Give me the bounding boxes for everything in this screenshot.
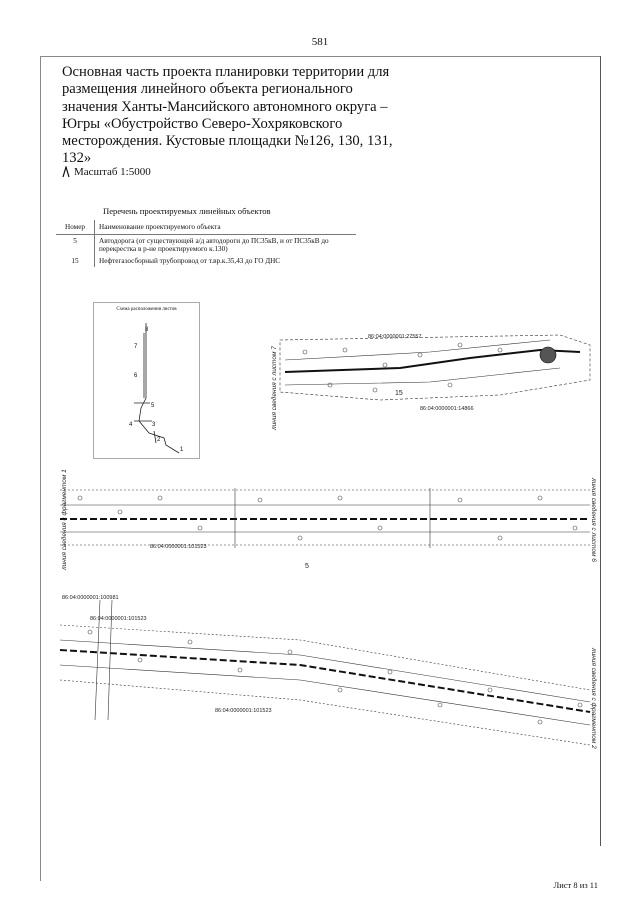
- cadastral-label: 86:04:0000001:101523: [90, 616, 147, 622]
- map-fragment-top: [280, 335, 590, 400]
- table-header-number: Номер: [56, 220, 95, 235]
- scale-label: Масштаб 1:5000: [74, 166, 151, 178]
- document-title: Основная часть проекта планировки территории для размещения линейного объекта регионального значения Ханты-Мансийского автономного округа – Югры «Обустройство Северо-Хохряковского месторождения. Кустовые площадки №126, 130, 131, 132»: [62, 64, 393, 167]
- match-line-label: линия сведения с листом 6: [590, 478, 597, 562]
- scheme-sheet-label: 8: [145, 327, 149, 333]
- cadastral-label: 86:04:0000001:101523: [215, 708, 272, 714]
- scheme-sheet-label: 6: [134, 373, 138, 379]
- scheme-sheet-label: 2: [157, 437, 161, 443]
- cadastral-label: 86:04:0000001:14866: [420, 406, 474, 412]
- object-number-label: 5: [305, 563, 309, 570]
- cadastral-label: 86:04:0000001:100981: [62, 595, 119, 601]
- scheme-sheet-label: 3: [152, 422, 156, 428]
- match-line-label: линия сведения с фрагментом 2: [590, 648, 597, 749]
- scheme-sheet-label: 5: [151, 403, 155, 409]
- cadastral-label: 86:04:0000001:101523: [150, 544, 207, 550]
- match-line-label: линия сведения с листом 7: [271, 346, 278, 430]
- scheme-title: Схема расположения листов: [116, 307, 177, 312]
- scheme-sheet-label: 7: [134, 344, 138, 350]
- table-cell-name: Нефтегазосборный трубопровод от т.вр.к.35,43 до ГО ДНС: [95, 255, 357, 267]
- match-line-label: линия сведения с фрагментом 1: [61, 469, 68, 570]
- sheet-footer: Лист 8 из 11: [553, 880, 598, 890]
- object-number-label: 15: [395, 390, 403, 397]
- table-cell-number: 5: [73, 237, 77, 245]
- table-header-name: Наименование проектируемого объекта: [95, 220, 357, 235]
- survey-marks: [78, 343, 582, 724]
- scheme-sheet-label: 4: [129, 422, 133, 428]
- cadastral-label: 86:04:0000001:27557: [368, 334, 422, 340]
- map-fragment-middle: [60, 488, 590, 548]
- map-labels: [62, 334, 474, 714]
- page-number: 581: [311, 36, 329, 48]
- table-cell-name: Автодорога (от существующей а/д автодороги до ПС35кВ, и от ПС35кВ до перекрестка в р-не проектируемого к.130): [95, 235, 357, 256]
- match-line-labels: [60, 346, 598, 749]
- table-caption: Перечень проектируемых линейных объектов: [103, 206, 271, 216]
- scheme-sheet-label: 1: [180, 447, 184, 453]
- table-cell-number: 15: [71, 257, 79, 265]
